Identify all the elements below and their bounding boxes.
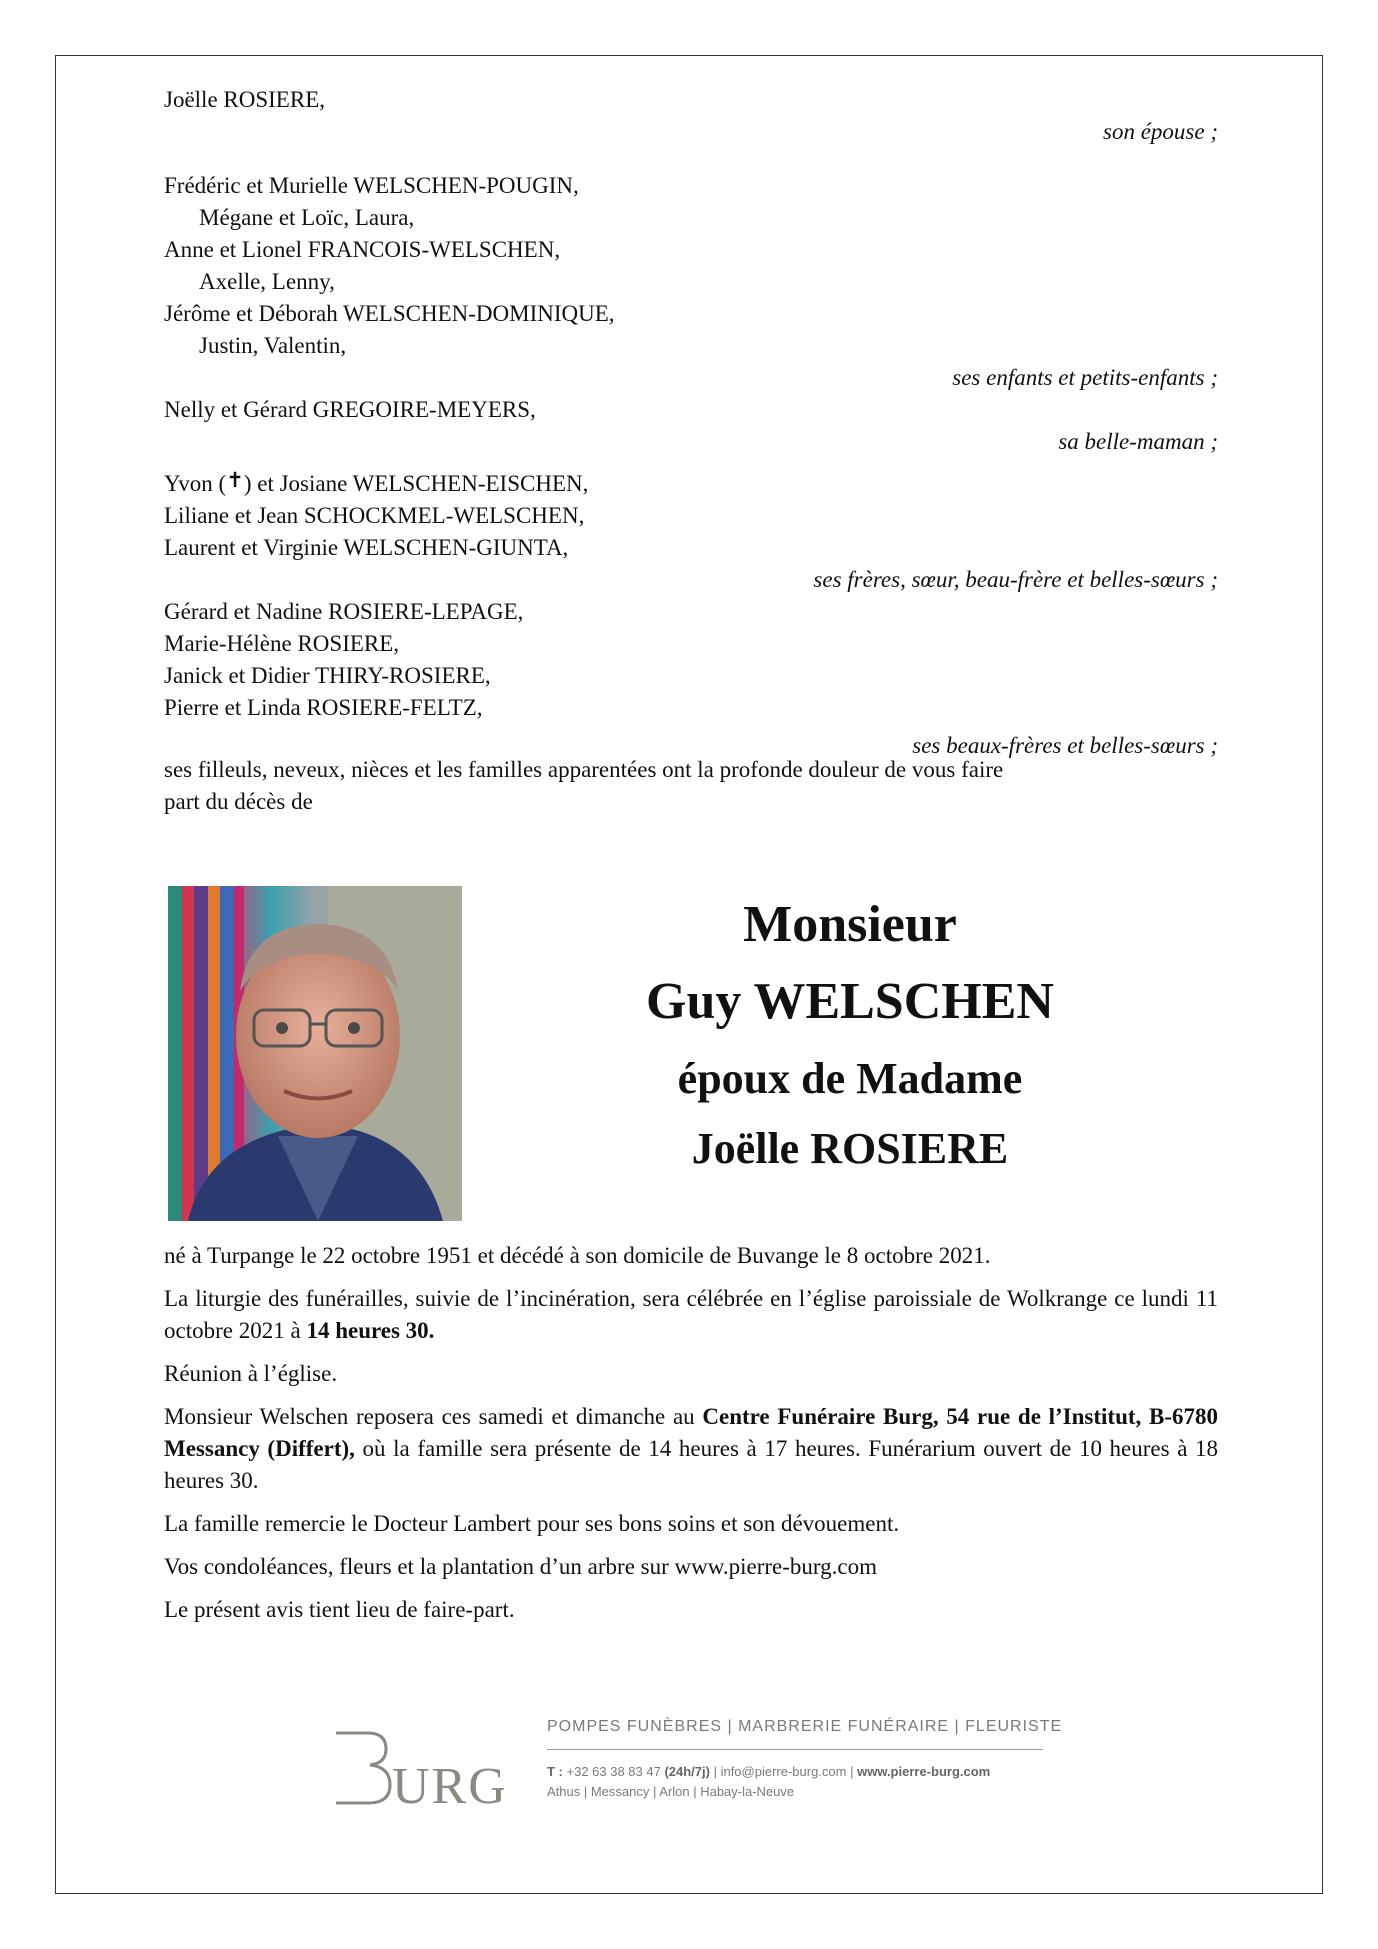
footer-tagline: POMPES FUNÈBRES | MARBRERIE FUNÉRAIRE | FLEURISTE	[547, 1718, 1063, 1735]
condolences-text: Vos condoléances, fleurs et la plantation d’un arbre sur www.pierre-burg.com	[164, 1554, 877, 1579]
sibling-suffix: ) et Josiane WELSCHEN-EISCHEN,	[243, 471, 589, 496]
in-law-line: Gérard et Nadine ROSIERE-LEPAGE,	[164, 599, 524, 624]
footer-text	[547, 1715, 1062, 1802]
rest-suffix: où la famille sera présente de 14 heures à 17 heures. Funérarium ouvert de 10 heures à 18 heures 30.	[164, 1436, 1219, 1493]
deceased-name-block	[580, 890, 1120, 1184]
mother-in-law-name: Nelly et Gérard GREGOIRE-MEYERS,	[164, 397, 536, 422]
in-law-line: Pierre et Linda ROSIERE-FELTZ,	[164, 695, 483, 720]
burg-logo	[330, 1715, 510, 1815]
deceased-spouse-name: Joëlle ROSIERE	[691, 1124, 1009, 1173]
email-link[interactable]: | info@pierre-burg.com |	[709, 1764, 858, 1779]
in-law-line: Marie-Hélène ROSIERE,	[164, 631, 400, 656]
children-role: ses enfants et petits-enfants ;	[952, 365, 1218, 390]
mother-in-law-role: sa belle-maman ;	[1058, 429, 1218, 454]
spouse-name: Joëlle ROSIERE,	[164, 87, 325, 112]
child-line: Jérôme et Déborah WELSCHEN-DOMINIQUE,	[164, 301, 615, 326]
birth-death-text: né à Turpange le 22 octobre 1951 et décédé à son domicile de Buvange le 8 octobre 2021.	[164, 1243, 991, 1268]
grandchild-line: Axelle, Lenny,	[199, 269, 335, 294]
intro-text	[164, 754, 1218, 818]
meeting-text: Réunion à l’église.	[164, 1361, 338, 1386]
child-line: Anne et Lionel FRANCOIS-WELSCHEN,	[164, 237, 561, 262]
sibling-line: Laurent et Virginie WELSCHEN-GIUNTA,	[164, 535, 569, 560]
details	[164, 1240, 1218, 1637]
footer-locations: Athus | Messancy | Arlon | Habay-la-Neuve	[547, 1784, 795, 1799]
rest-prefix: Monsieur Welschen reposera ces samedi et dimanche au	[164, 1404, 703, 1429]
intro-line-2: part du décès de	[164, 789, 313, 814]
spouse-role: son épouse ;	[1103, 119, 1218, 144]
deceased-title: Monsieur	[743, 896, 957, 953]
deceased-photo	[168, 886, 462, 1221]
footer	[330, 1715, 1090, 1825]
liturgy-text	[164, 1283, 1218, 1347]
intro-line-1: ses filleuls, neveux, nièces et les familles apparentées ont la profonde douleur de vous faire	[164, 757, 1004, 782]
phone-label: T :	[547, 1764, 563, 1779]
notice-text: Le présent avis tient lieu de faire-part.	[164, 1597, 515, 1622]
phone-number[interactable]: +32 63 38 83 47	[562, 1764, 665, 1779]
footer-contact	[547, 1762, 1062, 1782]
cross-icon: ✝	[226, 468, 244, 492]
liturgy-body: La liturgie des funérailles, suivie de l’incinération, sera célébrée en l’église paroissiale de Wolkrange ce lundi 11 octobre 2021 à	[164, 1286, 1218, 1343]
rest-text	[164, 1401, 1218, 1497]
footer-divider	[547, 1749, 1043, 1750]
sibling-line: Liliane et Jean SCHOCKMEL-WELSCHEN,	[164, 503, 585, 528]
child-line: Frédéric et Murielle WELSCHEN-POUGIN,	[164, 173, 579, 198]
family-list	[164, 84, 1218, 762]
svg-text:URG: URG	[392, 1758, 508, 1815]
website-link[interactable]: www.pierre-burg.com	[857, 1764, 991, 1779]
rest-place: Centre Funéraire Burg, 54 rue de l’Institut, B-6780 Messancy (Differt),	[164, 1404, 1218, 1461]
phone-hours: (24h/7j)	[664, 1764, 710, 1779]
thanks-text: La famille remercie le Docteur Lambert pour ses bons soins et son dévouement.	[164, 1511, 900, 1536]
deceased-name: Guy WELSCHEN	[646, 973, 1054, 1030]
liturgy-time: 14 heures 30.	[306, 1318, 435, 1343]
grandchild-line: Justin, Valentin,	[199, 333, 347, 358]
sibling-line	[164, 468, 1218, 500]
grandchild-line: Mégane et Loïc, Laura,	[199, 205, 415, 230]
deceased-relation: époux de Madame	[677, 1054, 1023, 1103]
siblings-role: ses frères, sœur, beau-frère et belles-sœurs ;	[813, 567, 1218, 592]
in-laws-role: ses beaux-frères et belles-sœurs ;	[912, 733, 1218, 758]
sibling-prefix: Yvon (	[164, 471, 227, 496]
in-law-line: Janick et Didier THIRY-ROSIERE,	[164, 663, 491, 688]
